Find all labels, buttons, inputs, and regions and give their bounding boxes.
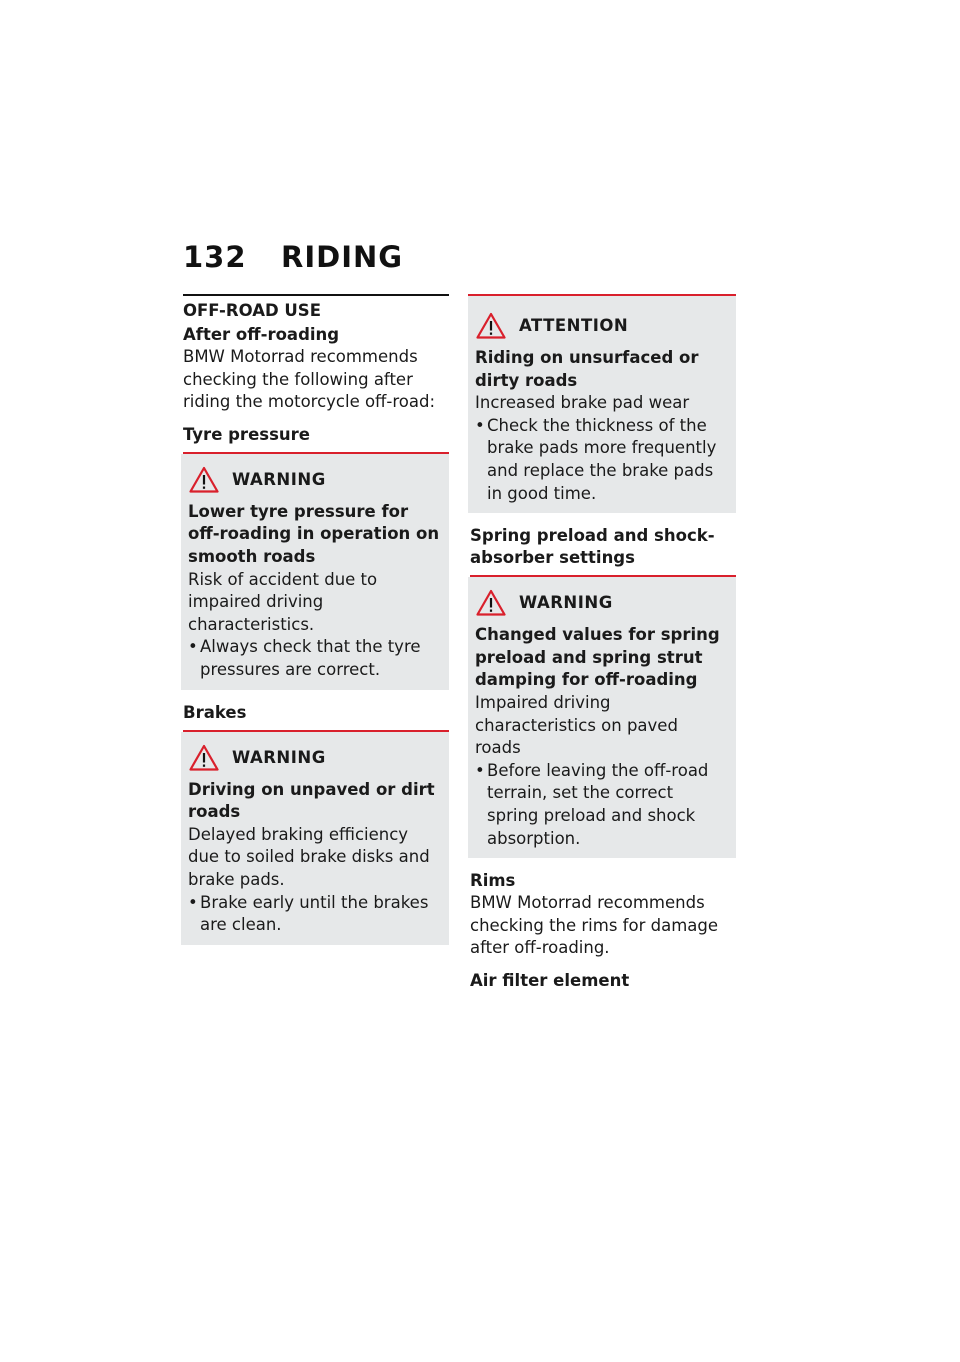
warning-triangle-icon <box>476 589 506 616</box>
brakes-heading: Brakes <box>183 702 449 732</box>
chapter-title: RIDING <box>281 240 404 274</box>
after-offroading-heading: After off-roading <box>183 325 340 344</box>
right-column <box>468 294 736 992</box>
spring-preload-heading: Spring preload and shock-absorber settings <box>470 525 736 577</box>
warning-triangle-icon <box>189 744 219 771</box>
air-filter-heading: Air filter element <box>470 970 630 990</box>
rims-text: BMW Motorrad recommends checking the rims for damage after off-roading. <box>470 893 718 958</box>
warning-text: Delayed braking efficiency due to soiled brake disks and brake pads. <box>188 824 430 889</box>
warning-label: WARNING <box>232 747 326 767</box>
attention-title: Riding on unsurfaced or dirty roads <box>475 348 699 390</box>
brakes-warning-box <box>181 732 449 945</box>
warning-text: Impaired driving characteristics on paved roads <box>475 692 678 758</box>
attention-text: Increased brake pad wear <box>475 393 690 413</box>
warning-triangle-icon <box>189 466 219 493</box>
tyre-warning-box <box>181 454 449 690</box>
warning-title: Driving on unpaved or dirt roads <box>188 779 435 822</box>
warning-bullet: • Brake early until the brakes are clean. <box>188 892 441 937</box>
warning-title: Changed values for spring preload and spring strut damping for off-roading <box>475 625 720 690</box>
left-column <box>181 294 449 957</box>
warning-label: WARNING <box>232 469 326 489</box>
warning-bullet: • Before leaving the off-road terrain, set the correct spring preload and shock absorption. <box>475 760 728 850</box>
tyre-pressure-heading: Tyre pressure <box>183 424 449 454</box>
attention-bullet: • Check the thickness of the brake pads more frequently and replace the brake pads in good time. <box>475 415 728 505</box>
intro-text: BMW Motorrad recommends checking the following after riding the motorcycle off-road: <box>183 347 436 412</box>
rims-heading: Rims <box>470 871 516 891</box>
warning-text: Risk of accident due to impaired driving characteristics. <box>188 569 378 634</box>
warning-triangle-icon <box>476 312 506 339</box>
attention-label: ATTENTION <box>519 316 629 335</box>
spring-warning-box <box>468 577 736 858</box>
warning-label: WARNING <box>519 593 613 613</box>
page-header <box>183 240 403 274</box>
section-title: OFF-ROAD USE <box>183 294 449 322</box>
attention-box <box>468 294 736 513</box>
page-number: 132 <box>183 240 247 274</box>
warning-title: Lower tyre pressure for off-roading in operation on smooth roads <box>188 501 440 566</box>
warning-bullet: • Always check that the tyre pressures are correct. <box>188 636 441 681</box>
